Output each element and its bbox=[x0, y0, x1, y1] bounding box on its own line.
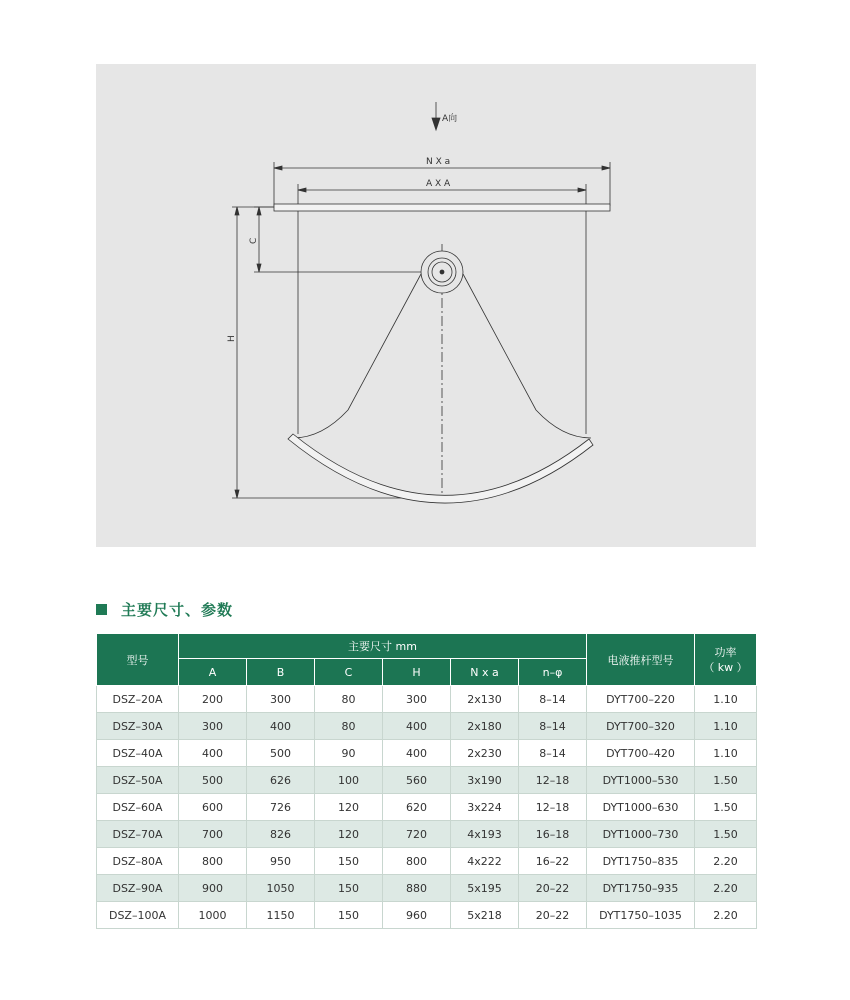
table-row bbox=[97, 902, 757, 929]
cell-dim-n-phi: 8–14 bbox=[519, 740, 587, 767]
cell-model: DSZ–30A bbox=[97, 713, 179, 740]
cell-dim-b: 1050 bbox=[247, 875, 315, 902]
cell-pusher-model: DYT1000–630 bbox=[587, 794, 695, 821]
cell-dim-nxa: 5x195 bbox=[451, 875, 519, 902]
cell-dim-h: 720 bbox=[383, 821, 451, 848]
dim-label-h: H bbox=[227, 335, 237, 342]
cell-pusher-model: DYT1000–530 bbox=[587, 767, 695, 794]
cell-dim-b: 626 bbox=[247, 767, 315, 794]
dim-arrow bbox=[235, 490, 239, 498]
dim-arrow bbox=[602, 166, 610, 170]
table-row bbox=[97, 713, 757, 740]
cell-dim-h: 400 bbox=[383, 740, 451, 767]
cell-dim-c: 150 bbox=[315, 875, 383, 902]
valve-technical-drawing bbox=[96, 64, 756, 547]
cell-dim-a: 500 bbox=[179, 767, 247, 794]
section-title-text: 主要尺寸、参数 bbox=[121, 600, 234, 619]
dim-label-c: C bbox=[249, 237, 259, 244]
cell-dim-b: 500 bbox=[247, 740, 315, 767]
cell-dim-n-phi: 16–18 bbox=[519, 821, 587, 848]
cell-dim-a: 900 bbox=[179, 875, 247, 902]
table-row bbox=[97, 794, 757, 821]
cell-power: 2.20 bbox=[695, 902, 757, 929]
cell-dim-n-phi: 8–14 bbox=[519, 686, 587, 713]
cell-dim-a: 400 bbox=[179, 740, 247, 767]
cell-power: 1.10 bbox=[695, 713, 757, 740]
view-arrow-head bbox=[432, 118, 440, 130]
cell-dim-c: 100 bbox=[315, 767, 383, 794]
top-flange bbox=[274, 204, 610, 211]
spec-table-body bbox=[97, 686, 757, 929]
dim-arrow bbox=[274, 166, 282, 170]
cell-dim-h: 880 bbox=[383, 875, 451, 902]
sector-arm-left bbox=[293, 274, 421, 438]
gate-plate bbox=[288, 434, 593, 503]
cell-dim-n-phi: 16–22 bbox=[519, 848, 587, 875]
cell-dim-c: 150 bbox=[315, 902, 383, 929]
header-pusher-model: 电液推杆型号 bbox=[587, 634, 695, 686]
cell-dim-nxa: 2x230 bbox=[451, 740, 519, 767]
cell-dim-c: 150 bbox=[315, 848, 383, 875]
cell-dim-h: 400 bbox=[383, 713, 451, 740]
cell-power: 2.20 bbox=[695, 848, 757, 875]
header-main-dimensions: 主要尺寸 mm bbox=[179, 634, 587, 659]
section-heading bbox=[96, 598, 233, 620]
table-row bbox=[97, 821, 757, 848]
dim-label-nxa: N X a bbox=[426, 157, 451, 167]
cell-dim-b: 400 bbox=[247, 713, 315, 740]
cell-dim-nxa: 5x218 bbox=[451, 902, 519, 929]
header-dim-n-phi: n–φ bbox=[519, 659, 587, 686]
cell-model: DSZ–20A bbox=[97, 686, 179, 713]
spec-table bbox=[96, 633, 757, 929]
cell-dim-b: 1150 bbox=[247, 902, 315, 929]
cell-dim-n-phi: 12–18 bbox=[519, 794, 587, 821]
cell-dim-a: 1000 bbox=[179, 902, 247, 929]
cell-model: DSZ–50A bbox=[97, 767, 179, 794]
dim-arrow bbox=[298, 188, 306, 192]
table-row bbox=[97, 848, 757, 875]
header-power-line2: （ kw ） bbox=[703, 660, 748, 674]
heading-square-icon bbox=[96, 604, 107, 615]
cell-pusher-model: DYT1750–835 bbox=[587, 848, 695, 875]
dim-arrow bbox=[578, 188, 586, 192]
cell-dim-nxa: 4x222 bbox=[451, 848, 519, 875]
table-row bbox=[97, 875, 757, 902]
cell-dim-h: 960 bbox=[383, 902, 451, 929]
cell-power: 1.50 bbox=[695, 794, 757, 821]
header-power bbox=[695, 634, 757, 686]
cell-model: DSZ–40A bbox=[97, 740, 179, 767]
header-dim-b: B bbox=[247, 659, 315, 686]
cell-power: 1.50 bbox=[695, 767, 757, 794]
cell-dim-b: 726 bbox=[247, 794, 315, 821]
pivot-centre bbox=[440, 270, 444, 274]
cell-dim-h: 800 bbox=[383, 848, 451, 875]
cell-pusher-model: DYT1750–935 bbox=[587, 875, 695, 902]
cell-dim-h: 300 bbox=[383, 686, 451, 713]
cell-dim-h: 560 bbox=[383, 767, 451, 794]
table-row bbox=[97, 686, 757, 713]
cell-model: DSZ–90A bbox=[97, 875, 179, 902]
cell-dim-b: 300 bbox=[247, 686, 315, 713]
cell-dim-a: 700 bbox=[179, 821, 247, 848]
cell-dim-nxa: 3x190 bbox=[451, 767, 519, 794]
cell-dim-b: 826 bbox=[247, 821, 315, 848]
cell-dim-c: 80 bbox=[315, 686, 383, 713]
header-power-line1: 功率 bbox=[714, 645, 737, 659]
cell-dim-n-phi: 20–22 bbox=[519, 875, 587, 902]
cell-model: DSZ–100A bbox=[97, 902, 179, 929]
cell-dim-n-phi: 20–22 bbox=[519, 902, 587, 929]
cell-dim-c: 120 bbox=[315, 794, 383, 821]
header-dim-c: C bbox=[315, 659, 383, 686]
cell-dim-c: 120 bbox=[315, 821, 383, 848]
cell-dim-n-phi: 8–14 bbox=[519, 713, 587, 740]
dim-arrow bbox=[257, 264, 261, 272]
cell-dim-n-phi: 12–18 bbox=[519, 767, 587, 794]
cell-power: 2.20 bbox=[695, 875, 757, 902]
cell-dim-nxa: 2x180 bbox=[451, 713, 519, 740]
cell-pusher-model: DYT700–220 bbox=[587, 686, 695, 713]
cell-dim-a: 600 bbox=[179, 794, 247, 821]
cell-pusher-model: DYT1750–1035 bbox=[587, 902, 695, 929]
cell-power: 1.10 bbox=[695, 740, 757, 767]
cell-dim-h: 620 bbox=[383, 794, 451, 821]
cell-dim-a: 800 bbox=[179, 848, 247, 875]
dim-arrow bbox=[257, 207, 261, 215]
cell-dim-b: 950 bbox=[247, 848, 315, 875]
technical-drawing-panel bbox=[96, 64, 756, 547]
dim-arrow bbox=[235, 207, 239, 215]
cell-dim-nxa: 4x193 bbox=[451, 821, 519, 848]
table-row bbox=[97, 740, 757, 767]
header-dim-a: A bbox=[179, 659, 247, 686]
cell-pusher-model: DYT700–420 bbox=[587, 740, 695, 767]
header-model: 型号 bbox=[97, 634, 179, 686]
cell-power: 1.50 bbox=[695, 821, 757, 848]
sector-arm-right bbox=[463, 274, 591, 438]
cell-power: 1.10 bbox=[695, 686, 757, 713]
table-row bbox=[97, 767, 757, 794]
cell-dim-c: 90 bbox=[315, 740, 383, 767]
cell-dim-c: 80 bbox=[315, 713, 383, 740]
cell-pusher-model: DYT700–320 bbox=[587, 713, 695, 740]
cell-dim-a: 300 bbox=[179, 713, 247, 740]
view-label: A向 bbox=[442, 114, 458, 124]
header-dim-h: H bbox=[383, 659, 451, 686]
cell-model: DSZ–60A bbox=[97, 794, 179, 821]
header-dim-nxa: N x a bbox=[451, 659, 519, 686]
cell-dim-a: 200 bbox=[179, 686, 247, 713]
cell-model: DSZ–80A bbox=[97, 848, 179, 875]
cell-dim-nxa: 3x224 bbox=[451, 794, 519, 821]
dim-label-axa: A X A bbox=[426, 179, 451, 189]
cell-model: DSZ–70A bbox=[97, 821, 179, 848]
cell-pusher-model: DYT1000–730 bbox=[587, 821, 695, 848]
cell-dim-nxa: 2x130 bbox=[451, 686, 519, 713]
